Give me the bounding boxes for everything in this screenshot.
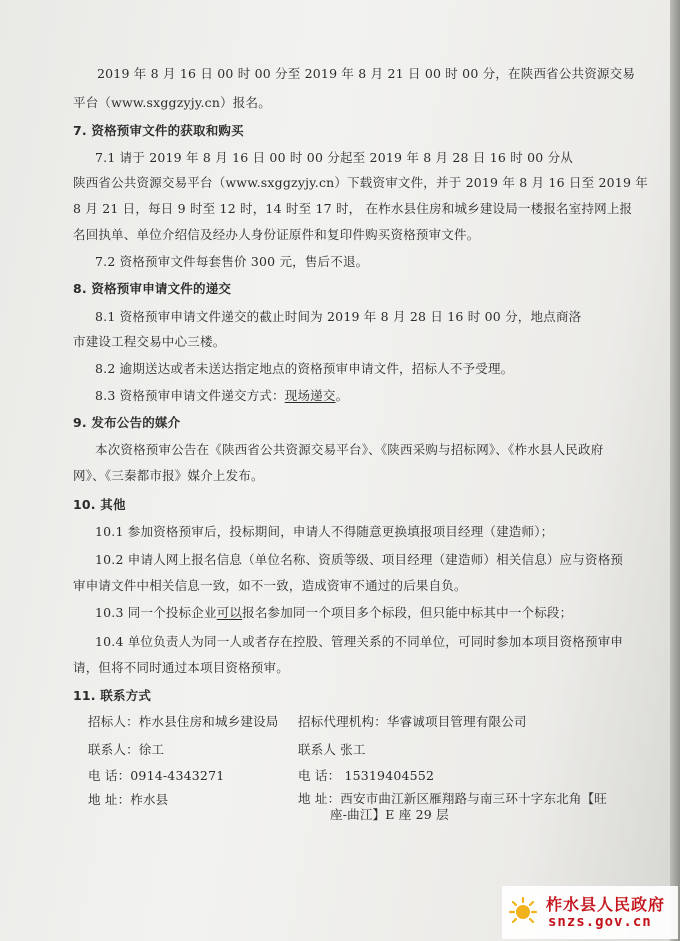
- clause-8-1-line-1: 8.1 资格预审申请文件递交的截止时间为 2019 年 8 月 28 日 16 时 00 分，地点商洛: [95, 309, 582, 324]
- clause-10-1: 10.1 参加资格预审后，投标期间，申请人不得随意更换填报项目经理（建造师）；: [95, 524, 554, 539]
- registration-period-line: 2019 年 8 月 16 日 00 时 00 分至 2019 年 8 月 21 日 00 时 00 分，在陕西省公共资源交易: [97, 66, 636, 81]
- submission-method: 现场递交: [284, 388, 336, 403]
- sun-logo-icon: [508, 895, 538, 925]
- clause-7-1-line-4: 名回执单、单位介绍信及经办人身份证原件和复印件购买资格预审文件。: [73, 227, 480, 242]
- section-11-heading: 11. 联系方式: [73, 688, 152, 703]
- can-register-text: 可以: [216, 605, 243, 620]
- clause-10-2-line-2: 审申请文件中相关信息一致，如不一致，造成资审不通过的后果自负。: [73, 578, 467, 593]
- tenderer-name: 招标人：柞水县住房和城乡建设局: [88, 714, 279, 729]
- agency-name: 招标代理机构：华睿诚项目管理有限公司: [298, 714, 527, 729]
- site-watermark: [502, 886, 678, 939]
- clause-10-2-line-1: 10.2 申请人网上报名信息（单位名称、资质等级、项目经理（建造师）相关信息）应与资格预: [95, 552, 624, 567]
- tenderer-phone: 电 话：0914-4343271: [88, 768, 225, 783]
- clause-10-4-line-2: 请，但将不同时通过本项目资格预审。: [73, 660, 289, 675]
- agency-phone: 电 话： 15319404552: [298, 768, 435, 783]
- section-10-heading: 10. 其他: [73, 497, 126, 512]
- clause-8-3: 8.3 资格预审申请文件递交方式：现场递交。: [95, 388, 349, 403]
- watermark-site-name: 柞水县人民政府: [546, 895, 666, 914]
- section-7-heading: 7. 资格预审文件的获取和购买: [73, 123, 244, 138]
- page-edge-shadow: [670, 0, 680, 941]
- watermark-url: snzs.gov.cn: [548, 914, 652, 930]
- clause-9-line-1: 本次资格预审公告在《陕西省公共资源交易平台》、《陕西采购与招标网》、《柞水县人民政府: [95, 442, 604, 457]
- clause-7-1-line-1: 7.1 请于 2019 年 8 月 16 日 00 时 00 分起至 2019 年 8 月 28 日 16 时 00 分从: [95, 150, 573, 165]
- clause-8-1-line-2: 市建设工程交易中心三楼。: [73, 334, 226, 349]
- section-9-heading: 9. 发布公告的媒介: [73, 415, 181, 430]
- clause-8-2: 8.2 逾期送达或者未送达指定地点的资格预审申请文件，招标人不予受理。: [95, 361, 514, 376]
- agency-contact: 联系人 张工: [298, 742, 366, 757]
- clause-10-3: 10.3 同一个投标企业可以报名参加同一个项目多个标段，但只能中标其中一个标段；: [95, 605, 573, 620]
- clause-9-line-2: 网》、《三秦都市报》媒介上发布。: [73, 468, 264, 483]
- tenderer-contact: 联系人：徐工: [88, 742, 165, 757]
- registration-platform-line: 平台（www.sxggzyjy.cn）报名。: [73, 95, 271, 110]
- clause-7-2: 7.2 资格预审文件每套售价 300 元，售后不退。: [95, 254, 369, 269]
- clause-7-1-line-2: 陕西省公共资源交易平台（www.sxggzyjy.cn）下载资审文件，并于 2019 年 8 月 16 日至 2019 年: [73, 175, 648, 190]
- clause-10-4-line-1: 10.4 单位负责人为同一人或者存在控股、管理关系的不同单位，可同时参加本项目资格预审申: [95, 634, 624, 649]
- agency-address-line-2: 座-曲江】E 座 29 层: [330, 807, 449, 822]
- agency-address-line-1: 地 址：西安市曲江新区雁翔路与南三环十字东北角【旺: [298, 791, 607, 806]
- section-8-heading: 8. 资格预审申请文件的递交: [73, 281, 232, 296]
- tenderer-address: 地 址：柞水县: [88, 792, 169, 807]
- clause-7-1-line-3: 8 月 21 日，每日 9 时至 12 时，14 时至 17 时， 在柞水县住房和城乡建设局一楼报名室持网上报: [73, 201, 633, 216]
